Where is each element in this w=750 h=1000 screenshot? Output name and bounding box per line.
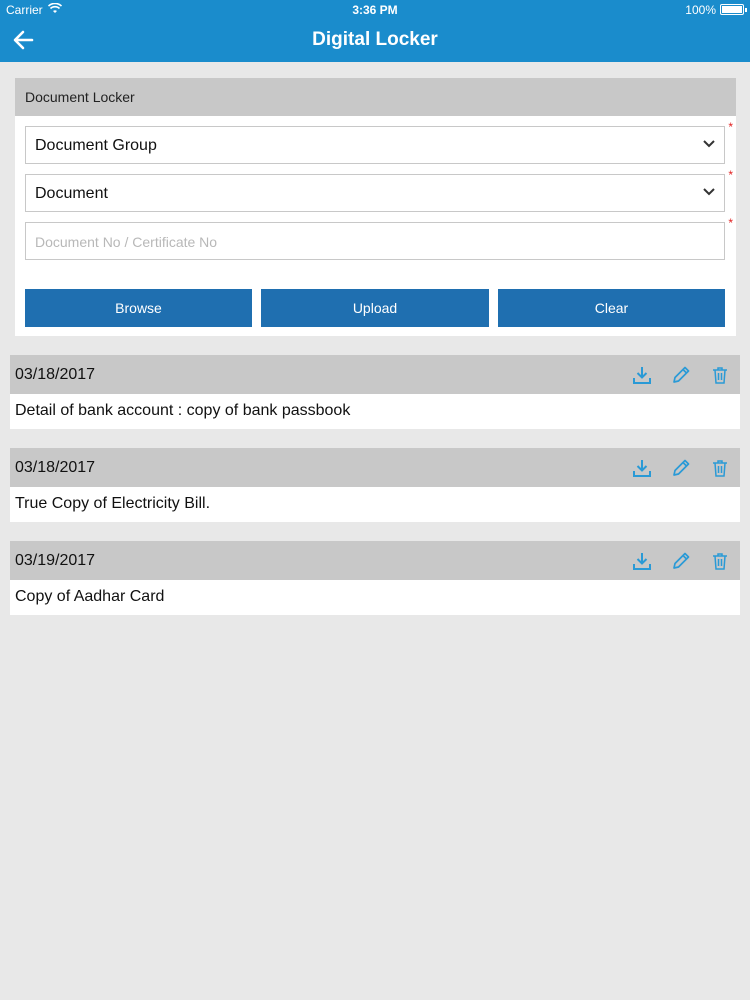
edit-icon[interactable] [671,458,691,478]
list-item [10,541,740,615]
document-description: True Copy of Electricity Bill. [10,487,740,522]
download-icon[interactable] [632,365,652,385]
document-date: 03/18/2017 [15,366,96,383]
list-item-header [10,355,740,394]
section-title: Document Locker [15,78,736,116]
chevron-down-icon [702,139,716,149]
chevron-down-icon [702,187,716,197]
edit-icon[interactable] [671,365,691,385]
nav-bar [0,20,750,62]
document-value: Document [35,185,108,202]
document-date: 03/19/2017 [15,552,96,569]
delete-icon[interactable] [710,551,730,571]
status-bar [0,0,750,20]
download-icon[interactable] [632,458,652,478]
download-icon[interactable] [632,551,652,571]
upload-button[interactable]: Upload [261,289,489,327]
battery-icon [720,4,744,15]
top-bar [0,0,750,62]
list-item-header [10,541,740,580]
browse-button[interactable]: Browse [25,289,252,327]
document-number-placeholder: Document No / Certificate No [35,234,218,250]
required-mark: * [728,168,733,182]
clear-button[interactable]: Clear [498,289,725,327]
edit-icon[interactable] [671,551,691,571]
carrier-label: Carrier [6,3,43,17]
required-mark: * [728,216,733,230]
document-group-select[interactable] [25,120,733,164]
delete-icon[interactable] [710,365,730,385]
delete-icon[interactable] [710,458,730,478]
list-item-header [10,448,740,487]
list-item [10,448,740,522]
document-number-input[interactable] [25,216,733,260]
document-locker-card [15,78,736,336]
document-group-value: Document Group [35,137,157,154]
list-item [10,355,740,429]
required-mark: * [728,120,733,134]
document-select[interactable] [25,168,733,212]
document-date: 03/18/2017 [15,459,96,476]
battery-percent: 100% [685,3,716,17]
document-description: Copy of Aadhar Card [10,580,740,615]
status-time: 3:36 PM [352,3,398,17]
document-description: Detail of bank account : copy of bank passbook [10,394,740,429]
page-title: Digital Locker [312,29,438,50]
